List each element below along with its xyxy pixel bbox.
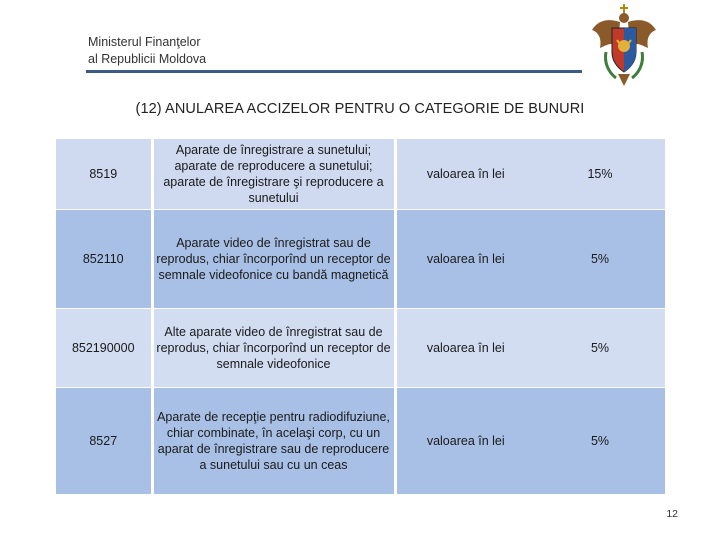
excise-rate: 5% [535,388,665,495]
tax-base: valoarea în lei [395,139,535,210]
page-title: (12) ANULAREA ACCIZELOR PENTRU O CATEGORIE DE BUNURI [135,101,585,117]
excise-rate: 5% [535,309,665,388]
goods-description: Aparate de înregistrare a sunetului; aparate de reproducere a sunetului; aparate de înregistrare şi reproducere a sunetului [152,139,395,210]
table-row [56,309,665,388]
goods-description: Alte aparate video de înregistrat sau de reprodus, chiar încorporînd un receptor de semnale videofonice [152,309,395,388]
coat-of-arms-icon [584,2,664,90]
header-divider [86,70,582,73]
ministry-name-line-1: Ministerul Finanţelor [88,35,201,49]
table-row [56,388,665,495]
excise-rate: 5% [535,210,665,309]
ministry-name-line-2: al Republicii Moldova [88,52,207,66]
tax-base: valoarea în lei [395,388,535,495]
table-row [56,210,665,309]
goods-description: Aparate de recepţie pentru radiodifuziune, chiar combinate, în acelaşi corp, cu un aparat de înregistrare sau de reproducere a sunetului sau cu un ceas [152,388,395,495]
tariff-code: 852190000 [56,309,152,388]
ministry-name [88,34,206,68]
excise-rate: 15% [535,139,665,210]
excise-goods-table [56,139,665,494]
table-row [56,139,665,210]
tax-base: valoarea în lei [395,309,535,388]
tariff-code: 8527 [56,388,152,495]
page-number: 12 [666,508,678,520]
tariff-code: 852110 [56,210,152,309]
goods-description: Aparate video de înregistrat sau de reprodus, chiar încorporînd un receptor de semnale videofonice cu bandă magnetică [152,210,395,309]
tariff-code: 8519 [56,139,152,210]
tax-base: valoarea în lei [395,210,535,309]
